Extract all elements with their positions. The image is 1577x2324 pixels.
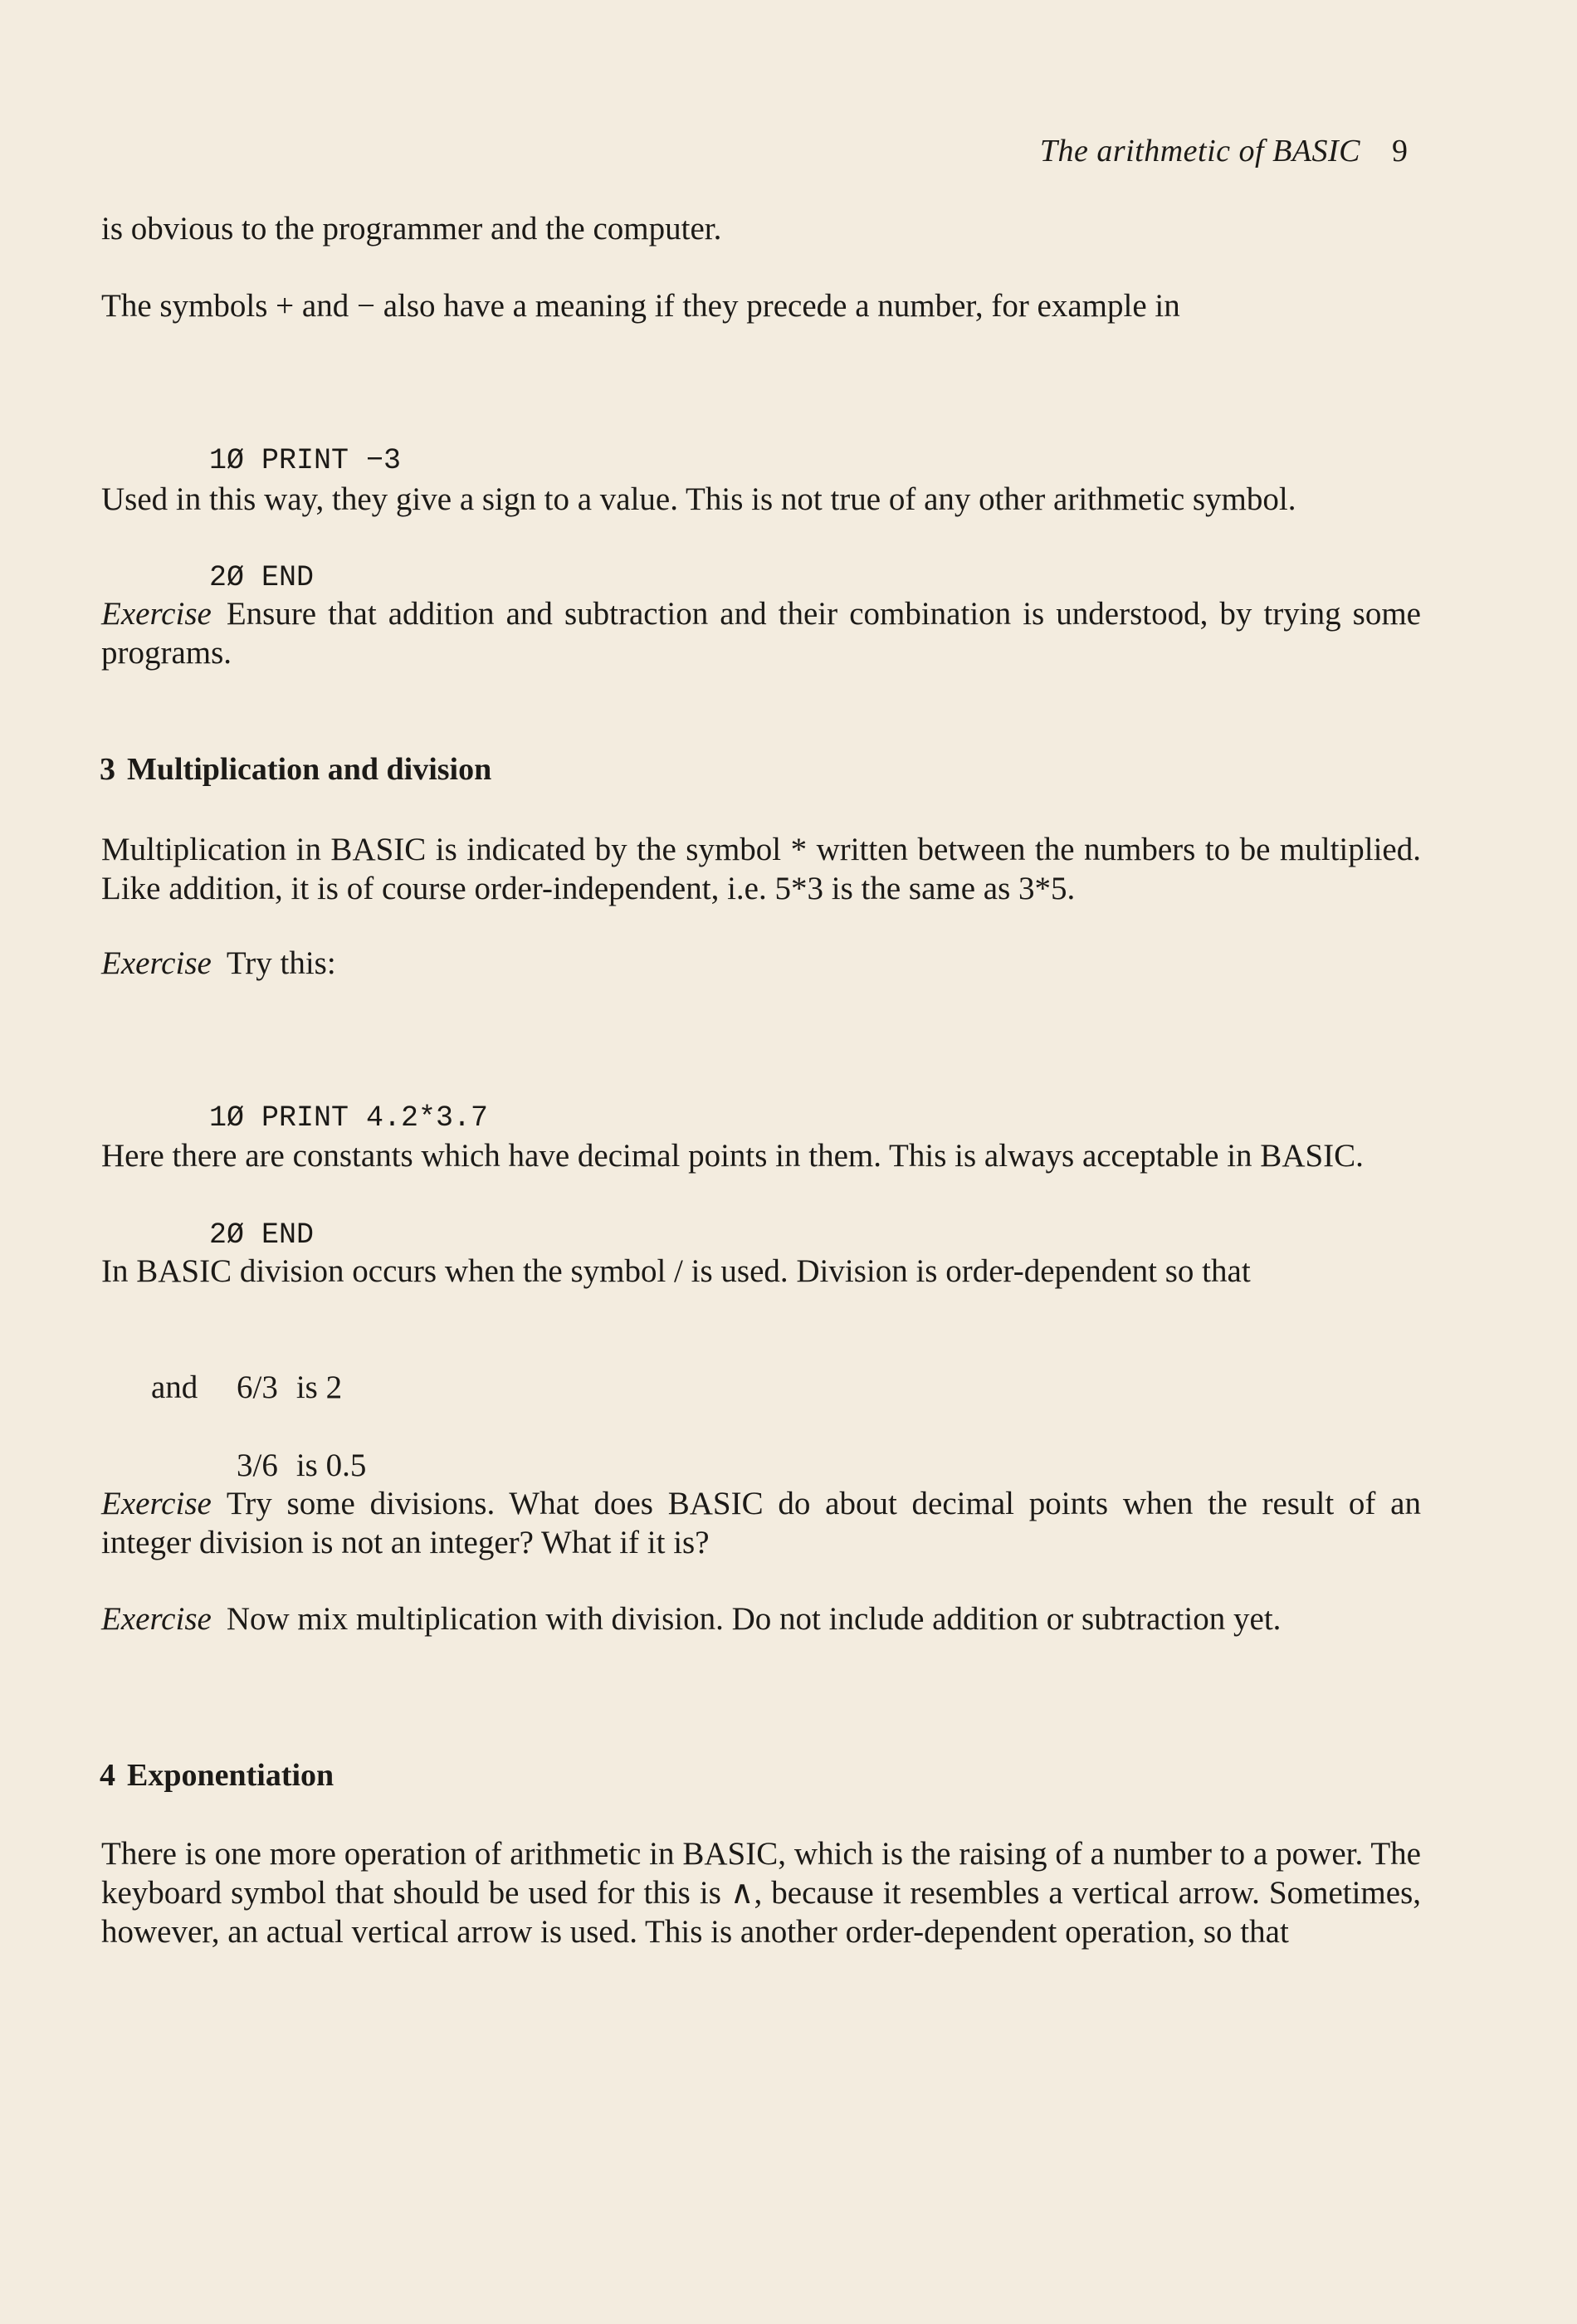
- exercise-label: Exercise: [101, 596, 212, 632]
- exercise-label: Exercise: [101, 1486, 212, 1521]
- division-result: is 0.5: [295, 1448, 367, 1483]
- exercise-text: Try this:: [226, 945, 336, 981]
- exercise-divisions: [101, 1484, 1421, 1562]
- exercise-try-this: [101, 944, 1421, 983]
- section-heading-exponentiation: [100, 1755, 334, 1795]
- paragraph-sign-usage: Used in this way, they give a sign to a value. This is not true of any other arithmetic symbol.: [101, 481, 1296, 517]
- paragraph-sign-symbols: The symbols + and − also have a meaning if they precede a number, for example in: [101, 288, 1180, 324]
- paragraph-division: In BASIC division occurs when the symbol / is used. Division is order-dependent so that: [101, 1253, 1251, 1289]
- paragraph-exponentiation: There is one more operation of arithmetic in BASIC, which is the raising of a number to a power. The keyboard symbol that should be used for this is ∧, because it resembles a vertical arrow. Sometimes, however, an actual vertical arrow is used. This is another order-dependent operation, so that: [101, 1836, 1421, 1950]
- section-heading-multiplication-division: [100, 749, 491, 789]
- code-line: 2Ø END: [209, 561, 315, 594]
- code-line: 2Ø END: [209, 1218, 315, 1252]
- running-head-title: The arithmetic of BASIC: [1039, 134, 1360, 168]
- exercise-text: Now mix multiplication with division. Do not include addition or subtraction yet.: [226, 1601, 1282, 1637]
- exercise-text: Try some divisions. What does BASIC do about decimal points when the result of an integer division is not an integer? What if it is?: [101, 1486, 1421, 1560]
- paragraph-multiplication: Multiplication in BASIC is indicated by the symbol * written between the numbers to be multiplied. Like addition, it is of course order-independent, i.e. 5*3 is the same as 3*5.: [101, 832, 1421, 906]
- section-title: Multiplication and division: [127, 752, 492, 787]
- exercise-mix-operations: [101, 1599, 1421, 1638]
- division-result: is 2: [295, 1370, 343, 1405]
- division-expression: 3/6: [237, 1448, 278, 1483]
- exercise-label: Exercise: [101, 945, 212, 981]
- code-line: 1Ø PRINT −3: [209, 444, 402, 477]
- paragraph-decimal-constants: Here there are constants which have decimal points in them. This is always acceptable in BASIC.: [101, 1138, 1364, 1174]
- division-connector: and: [151, 1370, 198, 1405]
- section-number: 3: [100, 752, 115, 787]
- page-number: 9: [1392, 134, 1408, 168]
- paragraph-continuation: is obvious to the programmer and the computer.: [101, 211, 722, 247]
- section-number: 4: [100, 1758, 115, 1793]
- exercise-addition-subtraction: [101, 594, 1421, 672]
- division-expression: 6/3: [237, 1370, 278, 1405]
- section-title: Exponentiation: [127, 1758, 334, 1793]
- running-head: [1040, 131, 1408, 171]
- exercise-label: Exercise: [101, 1601, 212, 1637]
- exercise-text: Ensure that addition and subtraction and their combination is understood, by trying some programs.: [101, 596, 1421, 671]
- code-line: 1Ø PRINT 4.2*3.7: [209, 1101, 489, 1135]
